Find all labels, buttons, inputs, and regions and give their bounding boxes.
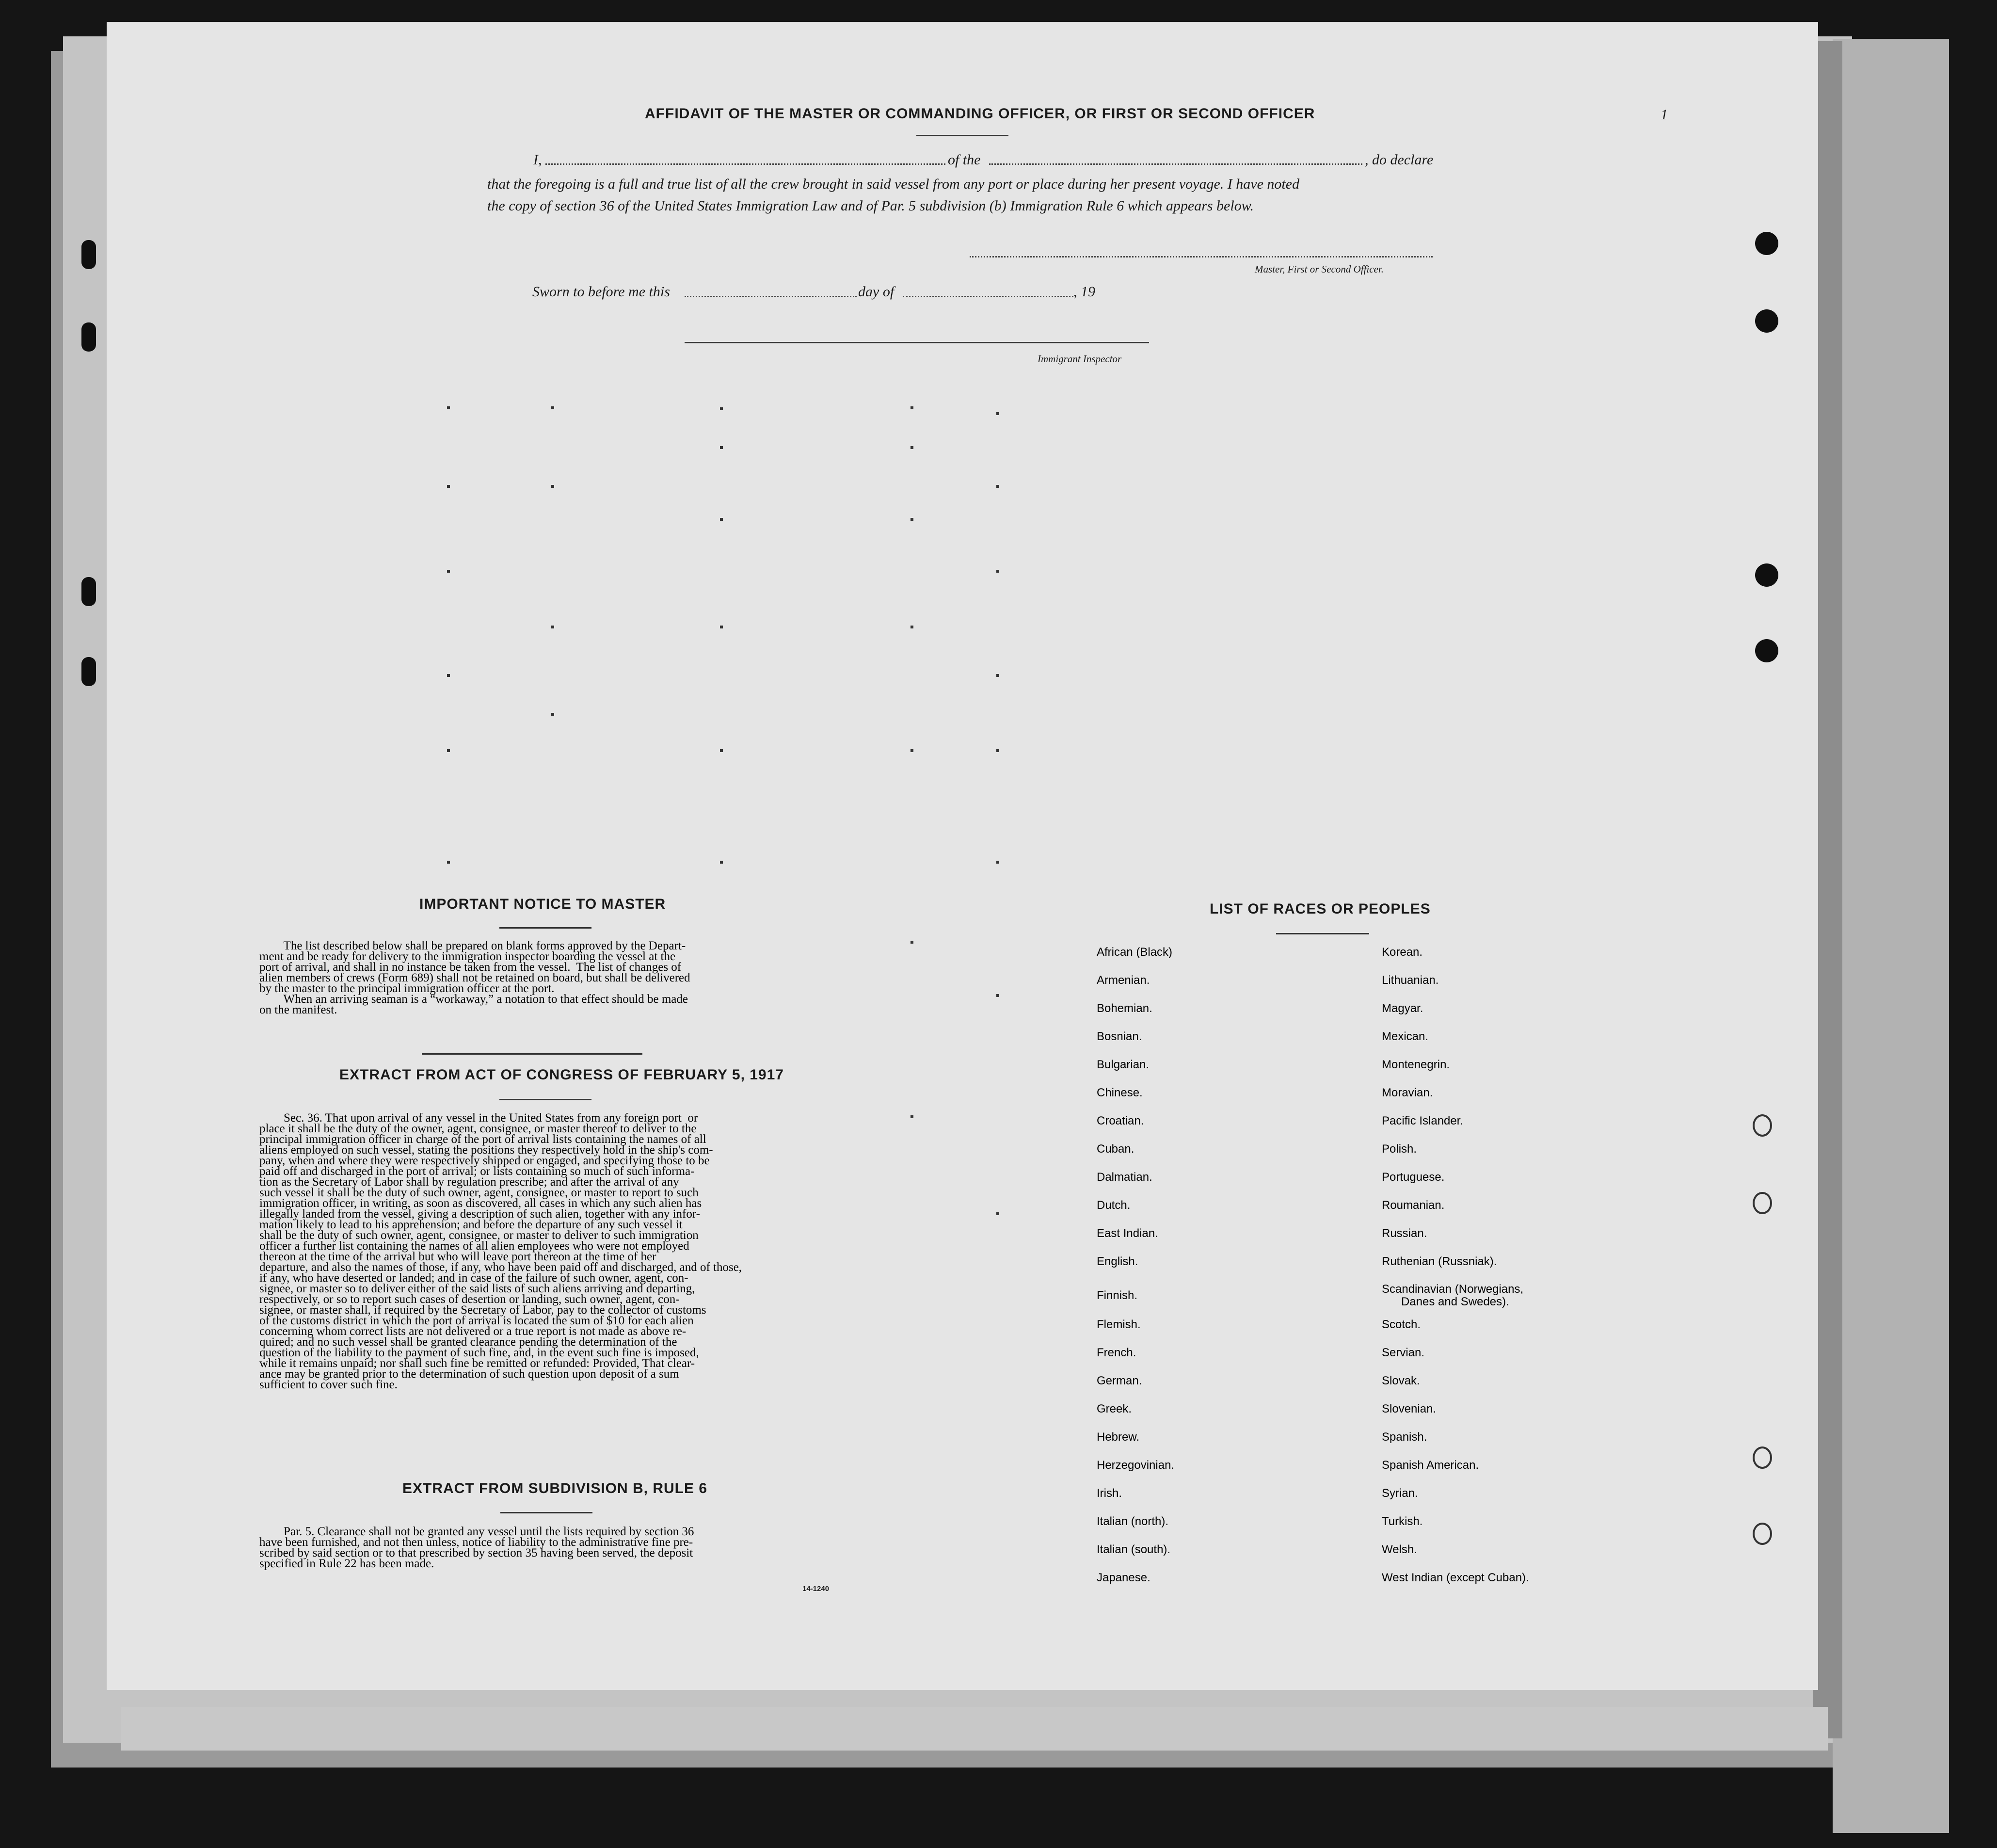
extract-act-paragraph [259, 1113, 861, 1390]
title-rule [916, 135, 1008, 136]
binder-hole [1755, 309, 1778, 333]
binder-hole [1755, 639, 1778, 662]
notice-line: When an arriving seaman is a “workaway,” a notation to that effect should be made [259, 993, 688, 1006]
races-title-rule [1276, 933, 1369, 934]
column-dot [720, 446, 723, 449]
form-number: 14-1240 [802, 1585, 830, 1593]
sworn-prefix: Sworn to before me this [532, 284, 670, 300]
notice-line: on the manifest. [259, 1003, 337, 1016]
race-item: African (Black) [1097, 946, 1173, 959]
act-line: signee, or master shall, if required by the Secretary of Labor, pay to the collector of customs [259, 1303, 706, 1317]
race-item: Greek. [1097, 1402, 1132, 1415]
race-item: German. [1097, 1374, 1142, 1387]
binder-hole [1755, 563, 1778, 587]
column-dot [447, 570, 450, 573]
act-line: question of the liability to the payment of such fine, and, in the event such fine is imposed, [259, 1346, 699, 1359]
name-blank [545, 163, 945, 165]
column-dot [996, 674, 999, 677]
affidavit-title: AFFIDAVIT OF THE MASTER OR COMMANDING OFFICER, OR FIRST OR SECOND OFFICER [645, 106, 1315, 122]
column-dot [911, 626, 913, 628]
officer-signature-line [970, 256, 1433, 257]
race-item: Armenian. [1097, 974, 1150, 987]
binder-hole [1755, 232, 1778, 255]
column-dot [720, 407, 723, 410]
binder-hole [1753, 1523, 1772, 1545]
column-dot [996, 749, 999, 752]
race-item: Irish. [1097, 1487, 1122, 1500]
races-right-column [1382, 946, 1653, 1599]
sworn-year: , 19 [1073, 284, 1095, 300]
race-item: Magyar. [1382, 1002, 1423, 1015]
section-divider [422, 1053, 642, 1055]
column-dot [911, 941, 913, 944]
sworn-day-blank [685, 296, 857, 297]
binder-hole [81, 240, 96, 269]
races-title: LIST OF RACES OR PEOPLES [1210, 901, 1431, 917]
race-item: Finnish. [1097, 1289, 1138, 1302]
column-dot [911, 406, 913, 409]
notice-title-rule [499, 927, 591, 929]
act-line: thereon at the time of the arrival but who will leave port thereon at the time of her [259, 1250, 656, 1263]
column-dot [911, 518, 913, 521]
binder-hole [81, 322, 96, 352]
column-dot [911, 1115, 913, 1118]
race-item: Scotch. [1382, 1318, 1421, 1331]
sworn-day-of: day of [858, 284, 895, 300]
act-line: pany, when and where they were respectively shipped or engaged, and specifying those to be [259, 1154, 710, 1167]
race-item: Italian (south). [1097, 1543, 1171, 1556]
race-item: Bosnian. [1097, 1030, 1142, 1043]
notice-line: port of arrival, and shall in no instance be taken from the vessel. The list of changes of [259, 961, 682, 974]
race-item: Italian (north). [1097, 1515, 1169, 1528]
binder-hole [81, 577, 96, 606]
race-item: Slovenian. [1382, 1402, 1437, 1415]
column-dot [551, 713, 554, 716]
vessel-blank [989, 163, 1362, 165]
notice-title: IMPORTANT NOTICE TO MASTER [419, 896, 666, 912]
race-item: Lithuanian. [1382, 974, 1439, 987]
inspector-caption: Immigrant Inspector [1038, 353, 1122, 365]
race-item: French. [1097, 1346, 1136, 1359]
act-line: respectively, or so to report such cases of desertion or landing, such owner, agent, con- [259, 1293, 680, 1306]
race-item: Ruthenian (Russniak). [1382, 1255, 1497, 1268]
act-line: immigration officer, in writing, as soon as discovered, all cases in which any such alien has [259, 1197, 702, 1210]
act-line: of the customs district in which the port of arrival is located the sum of $10 for each alien [259, 1314, 694, 1327]
race-item: English. [1097, 1255, 1138, 1268]
binder-hole [1753, 1192, 1772, 1214]
race-item: Cuban. [1097, 1142, 1134, 1156]
affidavit-line3: the copy of section 36 of the United States Immigration Law and of Par. 5 subdivision (b) Immigration Rule 6 which appears below. [487, 198, 1254, 214]
rule-line: scribed by said section or to that prescribed by section 35 having been served, the deposit [259, 1546, 693, 1559]
column-dot [447, 485, 450, 488]
race-item: Syrian. [1382, 1487, 1418, 1500]
binder-hole [1753, 1114, 1772, 1137]
act-line: sufficient to cover such fine. [259, 1378, 398, 1391]
extract-rule-title-rule [500, 1512, 592, 1513]
act-line: departure, and also the names of those, if any, who have been paid off and discharged, and of those, [259, 1261, 742, 1274]
column-dot [447, 674, 450, 677]
inspector-signature-line [685, 342, 1149, 343]
act-line: officer a further list containing the names of all alien employees who were not employed [259, 1239, 689, 1253]
column-dot [447, 406, 450, 409]
column-dot [551, 626, 554, 628]
races-left-column [1097, 946, 1368, 1599]
act-line: such vessel it shall be the duty of such owner, agent, consignee, or master to report to such [259, 1186, 699, 1199]
race-item: Montenegrin. [1382, 1058, 1450, 1071]
column-dot [996, 485, 999, 488]
race-item: Japanese. [1097, 1571, 1150, 1584]
race-item: Croatian. [1097, 1114, 1144, 1127]
notice-line: The list described below shall be prepared on blank forms approved by the Depart- [259, 939, 686, 952]
act-line: illegally landed from the vessel, giving a description of such alien, together with any infor- [259, 1207, 700, 1221]
race-item: West Indian (except Cuban). [1382, 1571, 1529, 1584]
race-item: Polish. [1382, 1142, 1417, 1156]
extract-rule-paragraph [259, 1527, 861, 1569]
act-line: aliens employed on such vessel, stating the positions they respectively hold in the ship's com- [259, 1143, 713, 1157]
race-item: Chinese. [1097, 1086, 1143, 1099]
page-number: 1 [1661, 107, 1668, 123]
column-dot [996, 412, 999, 415]
binder-hole [81, 657, 96, 686]
column-dot [996, 861, 999, 864]
column-dot [720, 518, 723, 521]
act-line: Sec. 36. That upon arrival of any vessel in the United States from any foreign port or [259, 1111, 698, 1125]
notice-line: alien members of crews (Form 689) shall not be retained on board, but shall be delivered [259, 971, 690, 984]
race-item: Herzegovinian. [1097, 1459, 1175, 1472]
race-item: Spanish. [1382, 1430, 1427, 1444]
column-dot [551, 406, 554, 409]
race-item: Portuguese. [1382, 1171, 1445, 1184]
race-item: East Indian. [1097, 1227, 1158, 1240]
column-dot [551, 485, 554, 488]
act-line: principal immigration officer in charge of the port of arrival lists containing the names of all [259, 1133, 706, 1146]
act-line: mation likely to lead to his apprehension; and before the departure of any such vessel it [259, 1218, 683, 1231]
race-item: Bulgarian. [1097, 1058, 1150, 1071]
race-item: Servian. [1382, 1346, 1425, 1359]
race-item: Roumanian. [1382, 1199, 1445, 1212]
officer-caption: Master, First or Second Officer. [1255, 263, 1384, 275]
act-line: shall be the duty of such owner, agent, consignee, or master to deliver to such immigration [259, 1229, 699, 1242]
notice-line: by the master to the principal immigration officer at the port. [259, 982, 555, 995]
act-line: tion as the Secretary of Labor shall by regulation prescribe; and after the arrival of any [259, 1175, 679, 1189]
rule-line: specified in Rule 22 has been made. [259, 1557, 434, 1570]
rule-line: have been furnished, and not then unless, notice of liability to the administrative fine pre- [259, 1536, 693, 1549]
column-dot [447, 749, 450, 752]
act-line: if any, who have deserted or landed; and in case of the failure of such owner, agent, con- [259, 1271, 688, 1285]
column-dot [720, 861, 723, 864]
race-item: Moravian. [1382, 1086, 1433, 1099]
race-item: Mexican. [1382, 1030, 1429, 1043]
act-line: paid off and discharged in the port of arrival; or lists containing so much of such informa- [259, 1165, 695, 1178]
race-item: Dutch. [1097, 1199, 1131, 1212]
race-item: Spanish American. [1382, 1459, 1479, 1472]
race-item: Russian. [1382, 1227, 1427, 1240]
column-dot [720, 626, 723, 628]
column-dot [996, 1212, 999, 1215]
act-line: signee, or master so to deliver either of the said lists of such aliens arriving and departing, [259, 1282, 695, 1295]
extract-rule-title: EXTRACT FROM SUBDIVISION B, RULE 6 [402, 1480, 708, 1496]
act-line: quired; and no such vessel shall be granted clearance pending the determination of the [259, 1335, 677, 1349]
column-dot [996, 994, 999, 997]
column-dot [447, 861, 450, 864]
race-item: Turkish. [1382, 1515, 1423, 1528]
column-dot [996, 570, 999, 573]
column-dot [911, 749, 913, 752]
act-line: place it shall be the duty of the owner, agent, consignee, or master thereof to deliver to the [259, 1122, 697, 1135]
column-dot [720, 749, 723, 752]
race-item: Scandinavian (Norwegians, Danes and Swedes). [1382, 1283, 1524, 1308]
affidavit-line1-declare: , do declare [1365, 152, 1434, 168]
race-item: Welsh. [1382, 1543, 1417, 1556]
rule-line: Par. 5. Clearance shall not be granted any vessel until the lists required by section 36 [259, 1525, 694, 1538]
affidavit-line1-of-the: of the [948, 152, 981, 168]
extract-act-title: EXTRACT FROM ACT OF CONGRESS OF FEBRUARY 5, 1917 [339, 1067, 784, 1083]
column-dot [911, 446, 913, 449]
act-line: concerning whom correct lists are not delivered or a true report is not made as above re- [259, 1325, 687, 1338]
race-item: Hebrew. [1097, 1430, 1140, 1444]
act-line: while it remains unpaid; nor shall such fine be remitted or refunded: Provided, That clear- [259, 1357, 695, 1370]
race-item: Flemish. [1097, 1318, 1141, 1331]
notice-paragraph [259, 941, 861, 1015]
affidavit-line2: that the foregoing is a full and true list of all the crew brought in said vessel from any port or place during her present voyage. I have noted [487, 176, 1300, 192]
race-item: Korean. [1382, 946, 1423, 959]
notice-line: ment and be ready for delivery to the immigration inspector boarding the vessel at the [259, 950, 676, 963]
sworn-month-blank [903, 296, 1073, 297]
race-item: Pacific Islander. [1382, 1114, 1464, 1127]
affidavit-line1-i: I, [533, 152, 542, 168]
act-line: ance may be granted prior to the determination of such question upon deposit of a sum [259, 1367, 679, 1381]
race-item: Bohemian. [1097, 1002, 1152, 1015]
race-item: Slovak. [1382, 1374, 1420, 1387]
extract-act-title-rule [499, 1099, 591, 1100]
race-item: Dalmatian. [1097, 1171, 1152, 1184]
binder-hole [1753, 1446, 1772, 1469]
